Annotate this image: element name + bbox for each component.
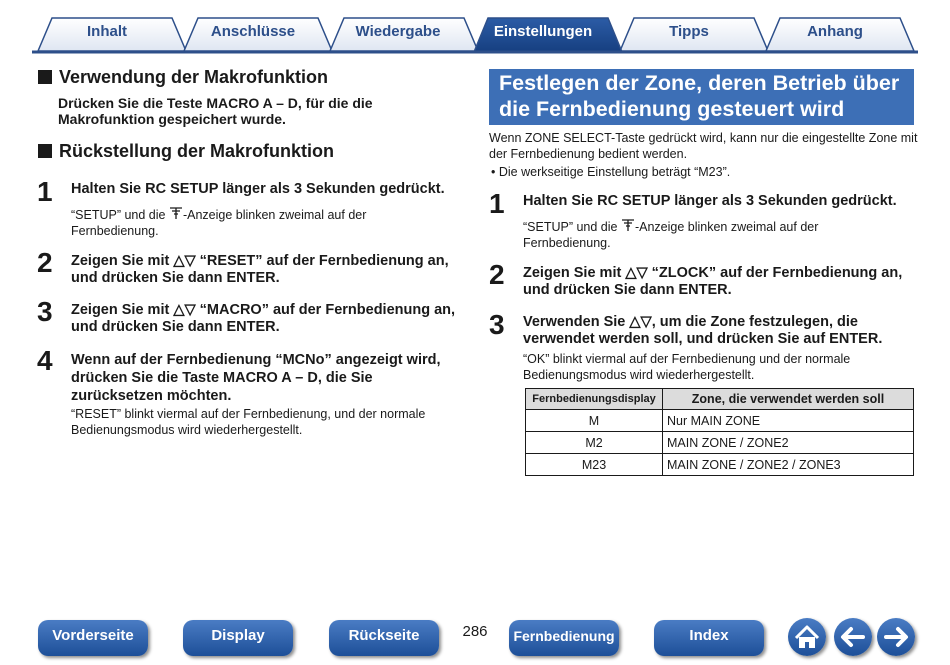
index-button[interactable]: Index <box>654 620 764 656</box>
home-icon <box>788 618 826 656</box>
step-number: 3 <box>489 309 505 340</box>
up-down-arrows-icon: △▽ <box>625 265 648 281</box>
tab-einstellungen[interactable]: Einstellungen <box>493 23 593 40</box>
step-number: 1 <box>37 176 53 207</box>
tab-anschluesse[interactable]: Anschlüsse <box>210 23 296 40</box>
step-title: Zeigen Sie mit △▽ “RESET” auf der Fernbedienung an, und drücken Sie dann ENTER. <box>71 253 449 286</box>
step-note: “SETUP” und die -Anzeige blinken zweimal auf der Fernbedienung. <box>71 208 367 238</box>
zone-table <box>525 388 914 476</box>
default-setting-bullet: • Die werkseitige Einstellung beträgt “M23”. <box>491 165 731 179</box>
square-bullet-icon <box>38 144 52 158</box>
rueckseite-button[interactable]: Rückseite <box>329 620 439 656</box>
step-number: 2 <box>37 247 53 278</box>
table-row <box>526 410 914 432</box>
antenna-icon <box>621 220 635 234</box>
step-title: Zeigen Sie mit △▽ “ZLOCK” auf der Fernbedienung an, und drücken Sie dann ENTER. <box>523 265 903 298</box>
intro-text: Wenn ZONE SELECT-Taste gedrückt wird, kann nur die eingestellte Zone mit der Fernbedienung bedient werden. <box>489 131 918 161</box>
macro-use-body: Drücken Sie die Teste MACRO A – D, für die die Makrofunktion gespeichert wurde. <box>58 95 373 127</box>
step-note: “SETUP” und die -Anzeige blinken zweimal auf der Fernbedienung. <box>523 220 819 250</box>
fernbedienung-button[interactable]: Fernbedienung <box>509 620 619 656</box>
step-title: Halten Sie RC SETUP länger als 3 Sekunden gedrückt. <box>71 181 445 197</box>
table-row <box>526 432 914 454</box>
table-cell: MAIN ZONE / ZONE2 <box>663 432 914 454</box>
step-title: Wenn auf der Fernbedienung “MCNo” angezeigt wird, drücken Sie die Taste MACRO A – D, die Sie zurücksetzen möchten. <box>71 352 441 404</box>
display-button[interactable]: Display <box>183 620 293 656</box>
section-heading-macro-reset: Rückstellung der Makrofunktion <box>38 141 334 162</box>
step-title: Halten Sie RC SETUP länger als 3 Sekunden gedrückt. <box>523 193 897 209</box>
table-cell: M2 <box>526 432 663 454</box>
table-header-cell: Zone, die verwendet werden soll <box>663 389 914 410</box>
step-note: “OK” blinkt viermal auf der Fernbedienung und der normale Bedienungsmodus wird wiederhergestellt. <box>523 352 851 382</box>
up-down-arrows-icon: △▽ <box>173 253 196 269</box>
section-heading-macro-use: Verwendung der Makrofunktion <box>38 67 328 88</box>
arrow-left-icon <box>834 618 872 656</box>
table-header-row <box>526 389 914 410</box>
next-page-button[interactable] <box>877 618 915 656</box>
table-cell: MAIN ZONE / ZONE2 / ZONE3 <box>663 454 914 476</box>
home-button[interactable] <box>788 618 826 656</box>
bullet-dot-icon: • <box>491 165 499 179</box>
table-cell: M <box>526 410 663 432</box>
step-number: 1 <box>489 188 505 219</box>
step-number: 4 <box>37 345 53 376</box>
vorderseite-button[interactable]: Vorderseite <box>38 620 148 656</box>
step-note: “RESET” blinkt viermal auf der Fernbedienung, und der normale Bedienungsmodus wird wiederhergestellt. <box>71 407 426 437</box>
step-title: Zeigen Sie mit △▽ “MACRO” auf der Fernbedienung an, und drücken Sie dann ENTER. <box>71 302 456 335</box>
previous-page-button[interactable] <box>834 618 872 656</box>
step-number: 3 <box>37 296 53 327</box>
step-number: 2 <box>489 259 505 290</box>
up-down-arrows-icon: △▽ <box>629 314 652 330</box>
square-bullet-icon <box>38 70 52 84</box>
table-cell: M23 <box>526 454 663 476</box>
section-title: Festlegen der Zone, deren Betrieb über die Fernbedienung gesteuert wird <box>499 71 900 121</box>
step-title: Verwenden Sie △▽, um die Zone festzulegen, die verwendet werden soll, und drücken Sie auf ENTER. <box>523 314 883 347</box>
page-number: 286 <box>462 623 488 640</box>
up-down-arrows-icon: △▽ <box>173 302 196 318</box>
tab-anhang[interactable]: Anhang <box>807 23 863 40</box>
table-cell: Nur MAIN ZONE <box>663 410 914 432</box>
antenna-icon <box>169 208 183 222</box>
tab-wiedergabe[interactable]: Wiedergabe <box>355 23 441 40</box>
arrow-right-icon <box>877 618 915 656</box>
tab-tipps[interactable]: Tipps <box>669 23 709 40</box>
tab-inhalt[interactable]: Inhalt <box>87 23 127 40</box>
table-row <box>526 454 914 476</box>
table-header-cell: Fernbedienungsdisplay <box>526 389 663 410</box>
